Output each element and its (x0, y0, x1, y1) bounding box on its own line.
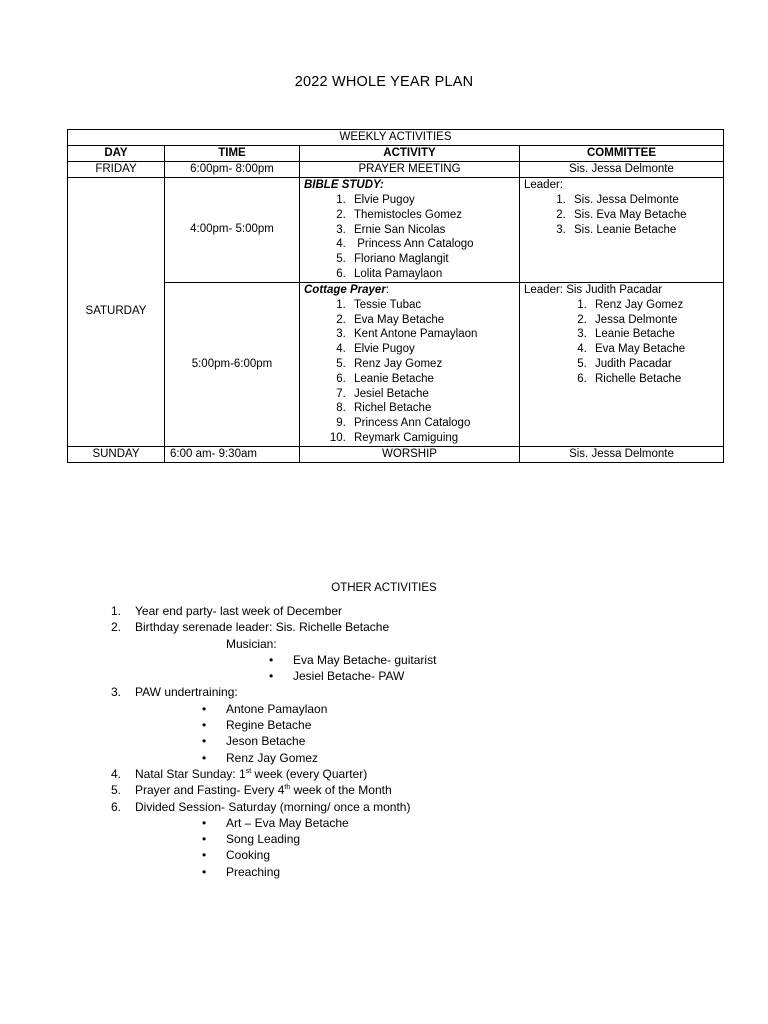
weekly-activities-table (67, 129, 724, 463)
list-item: 1. Tessie Tubac (349, 298, 515, 313)
activity-cell: PRAYER MEETING (300, 162, 520, 178)
bible-study-label: BIBLE STUDY (304, 179, 381, 191)
table-row-sunday (68, 446, 724, 462)
column-header: COMMITTEE (520, 146, 724, 162)
list-item: • Antone Pamaylaon (111, 701, 711, 717)
committee-cell: Sis. Jessa Delmonte (520, 446, 724, 462)
list-item: • Song Leading (111, 831, 711, 847)
cottage-prayer-label: Cottage Prayer (304, 283, 386, 296)
list-item: 3. Sis. Leanie Betache (569, 223, 719, 238)
column-header: TIME (165, 146, 300, 162)
list-item: 4. Elvie Pugoy (349, 342, 515, 357)
list-item: 1. Year end party- last week of December (111, 604, 342, 618)
column-header-row (68, 146, 724, 162)
committee-cell-cottage-prayer (520, 282, 724, 446)
activity-cell: WORSHIP (300, 446, 520, 462)
list-item: 7. Jesiel Betache (349, 387, 515, 402)
cottage-prayer-members (304, 298, 515, 446)
table-row-saturday-cottage (68, 282, 724, 446)
list-item: 6. Richelle Betache (590, 372, 719, 387)
list-item: 5. Prayer and Fasting- Every 4th week of the Month (111, 783, 392, 798)
leader-label: Leader: Sis Judith Pacadar (524, 283, 663, 296)
time-cell: 6:00pm- 8:00pm (165, 162, 300, 178)
list-item: 5. Floriano Maglangit (349, 252, 515, 267)
table-row-friday (68, 162, 724, 178)
list-item: • Renz Jay Gomez (111, 750, 711, 766)
time-cell: 5:00pm-6:00pm (165, 282, 300, 446)
musician-label-row (111, 636, 711, 652)
cottage-prayer-leaders (524, 298, 719, 387)
list-item: 6. Lolita Pamaylaon (349, 267, 515, 282)
list-item: 6. Leanie Betache (349, 372, 515, 387)
list-item: • Eva May Betache- guitarist (111, 652, 711, 668)
list-item: 9. Princess Ann Catalogo (349, 416, 515, 431)
list-item: 1. Sis. Jessa Delmonte (569, 193, 719, 208)
list-item: 10. Reymark Camiguing (349, 431, 515, 446)
list-item: 4. Princess Ann Catalogo (349, 237, 515, 252)
time-cell: 6:00 am- 9:30am (165, 446, 300, 462)
day-cell: SUNDAY (68, 446, 165, 462)
list-item: 4. Eva May Betache (590, 342, 719, 357)
table-row-saturday-bible (68, 178, 724, 283)
activity-cell-cottage-prayer: Cottage Prayer: 1. Tessie Tubac 2. Eva May Betache 3. Kent Antone Pamaylaon 4. Elvie Pugoy 5. Renz Jay Gomez 6. Leanie Betache 7. Jesiel Betache 8. Richel Betache 9. Princess Ann Catalogo 10. Reymark Camiguing (300, 282, 520, 446)
committee-cell: Sis. Jessa Delmonte (520, 162, 724, 178)
list-item: 2. Eva May Betache (349, 313, 515, 328)
weekly-heading: WEEKLY ACTIVITIES (68, 130, 724, 146)
other-activities-list (111, 603, 711, 880)
other-activities-heading: OTHER ACTIVITIES (331, 582, 437, 594)
list-item: 6. Divided Session- Saturday (morning/ once a month) (111, 799, 411, 814)
list-item: • Jeson Betache (111, 733, 711, 749)
musician-label: Musician: (226, 636, 277, 651)
column-header: ACTIVITY (300, 146, 520, 162)
day-cell: SATURDAY (68, 178, 165, 447)
list-item: • Preaching (111, 864, 711, 880)
list-item: • Cooking (111, 847, 711, 863)
list-item: 3. Leanie Betache (590, 327, 719, 342)
list-item: 8. Richel Betache (349, 401, 515, 416)
time-cell: 4:00pm- 5:00pm (165, 178, 300, 283)
activity-cell-bible-study: BIBLE STUDY: 1. Elvie Pugoy 2. Themistocles Gomez 3. Ernie San Nicolas 4. Princess Ann Catalogo 5. Floriano Maglangit 6. Lolita Pamaylaon (300, 178, 520, 283)
list-item: 3. Kent Antone Pamaylaon (349, 327, 515, 342)
list-item: • Art – Eva May Betache (111, 815, 711, 831)
page-title: 2022 WHOLE YEAR PLAN (294, 74, 474, 90)
list-item: 5. Judith Pacadar (590, 357, 719, 372)
list-item: 1. Renz Jay Gomez (590, 298, 719, 313)
list-item: 3. PAW undertraining: (111, 685, 238, 700)
list-item: • Jesiel Betache- PAW (111, 668, 711, 684)
list-item: 2. Themistocles Gomez (349, 208, 515, 223)
list-item: • Regine Betache (111, 717, 711, 733)
leader-label: Leader: (524, 179, 564, 191)
committee-cell-bible-study (520, 178, 724, 283)
table-heading-row (68, 130, 724, 146)
bible-study-leaders (524, 193, 719, 237)
list-item: 2. Sis. Eva May Betache (569, 208, 719, 223)
list-item: 3. Ernie San Nicolas (349, 223, 515, 238)
list-item: 5. Renz Jay Gomez (349, 357, 515, 372)
list-item: 2. Jessa Delmonte (590, 313, 719, 328)
list-item: 4. Natal Star Sunday: 1st week (every Quarter) (111, 766, 368, 781)
bible-study-members (304, 193, 515, 282)
list-item: 1. Elvie Pugoy (349, 193, 515, 208)
column-header: DAY (68, 146, 165, 162)
list-item: 2. Birthday serenade leader: Sis. Richelle Betache (111, 620, 390, 635)
day-cell: FRIDAY (68, 162, 165, 178)
